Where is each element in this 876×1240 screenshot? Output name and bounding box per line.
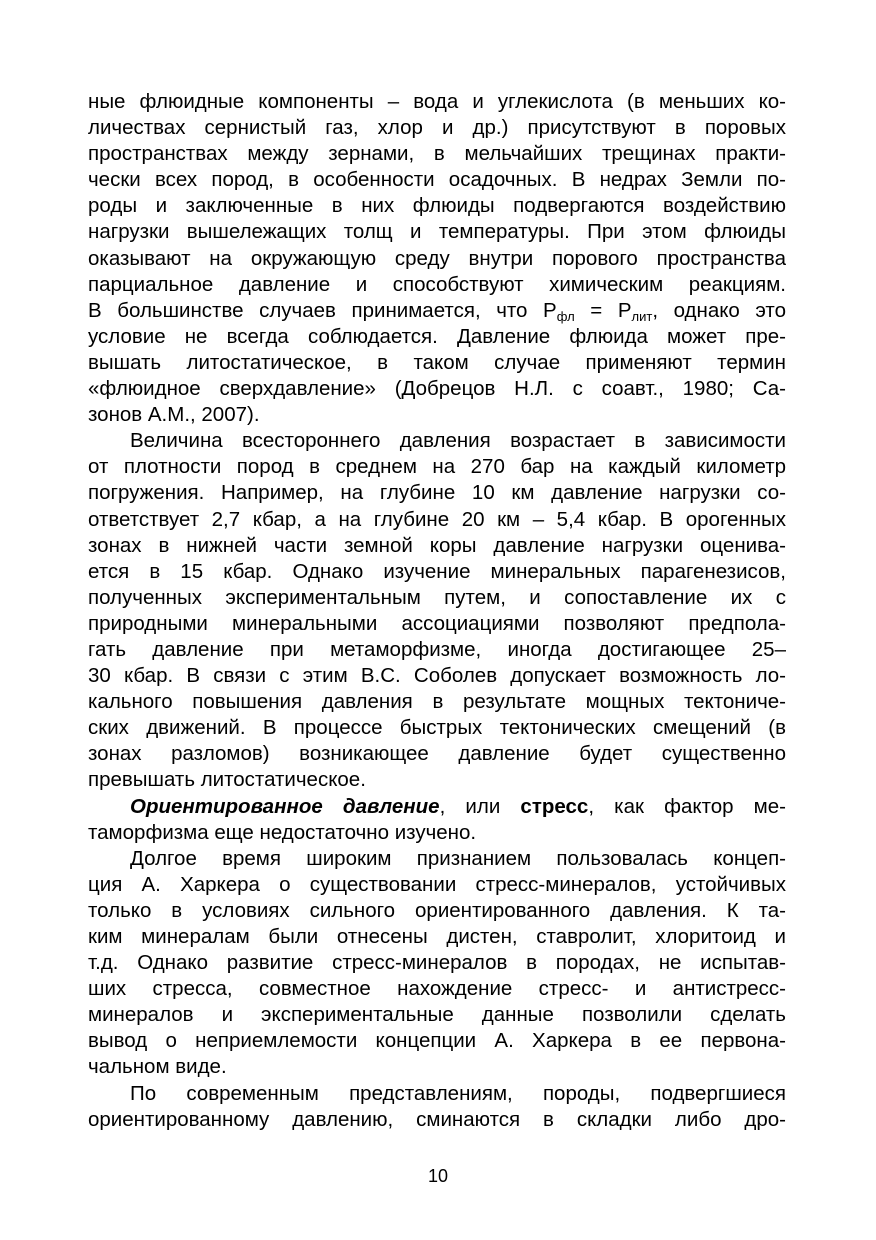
- text-line: ется в 15 кбар. Однако изучение минеральных парагенезисов,: [88, 559, 786, 583]
- text-line: нагрузки вышележащих толщ и температуры. При этом флюиды: [88, 220, 786, 244]
- text-line: роды и заключенные в них флюиды подвергаются воздействию: [88, 194, 786, 218]
- text-line: превышать литостатическое.: [88, 768, 366, 792]
- text-line: зонов А.М., 2007).: [88, 403, 260, 427]
- text-line: ских движений. В процессе быстрых тектонических смещений (в: [88, 716, 786, 740]
- subscript-lithostatic: лит: [631, 308, 653, 324]
- text-line: пространствах между зернами, в мельчайших трещинах практи-: [88, 142, 786, 166]
- term-oriented-pressure: Ориентированное давление: [130, 794, 440, 818]
- text-line: ные флюидные компоненты – вода и углекислота (в меньших ко-: [88, 90, 786, 113]
- text-line: кального повышения давления в результате мощных тектониче-: [88, 690, 786, 714]
- text-line: природными минеральными ассоциациями позволяют предпола-: [88, 611, 786, 635]
- text-line: вывод о неприемлемости концепции А. Харкера в ее первона-: [88, 1029, 786, 1053]
- paragraph-start-line: Величина всестороннего давления возрастает в зависимости: [130, 429, 786, 453]
- text-line: ориентированному давлению, сминаются в складки либо дро-: [88, 1107, 786, 1131]
- text-line: парциальное давление и способствуют химическим реакциям.: [88, 272, 786, 296]
- text-line: погружения. Например, на глубине 10 км давление нагрузки со-: [88, 481, 786, 505]
- text-line: таморфизма еще недостаточно изучено.: [88, 820, 477, 844]
- text-line-formula: [88, 298, 786, 324]
- term-stress: стресс: [520, 794, 589, 818]
- text-line: условие не всегда соблюдается. Давление флюида может пре-: [88, 324, 786, 348]
- text-line: «флюидное сверхдавление» (Добрецов Н.Л. с соавт., 1980; Са-: [88, 377, 786, 401]
- subscript-fluid: фл: [556, 308, 575, 324]
- text-segment: , или: [439, 794, 521, 818]
- text-line: ответствует 2,7 кбар, а на глубине 20 км – 5,4 кбар. В орогенных: [88, 507, 786, 531]
- text-line: ших стресса, совместное нахождение стресс- и антистресс-: [88, 977, 786, 1001]
- text-line: ция А. Харкера о существовании стресс-минералов, устойчивых: [88, 872, 786, 896]
- text-line: зонах разломов) возникающее давление будет существенно: [88, 742, 786, 766]
- paragraph-start-line: [88, 794, 786, 820]
- text-line: ким минералам были отнесены дистен, ставролит, хлоритоид и: [88, 925, 786, 948]
- text-line: гать давление при метаморфизме, иногда достигающее 25–: [88, 637, 786, 661]
- text-line: только в условиях сильного ориентированного давления. К та-: [88, 898, 786, 922]
- text-line: оказывают на окружающую среду внутри порового пространства: [88, 246, 786, 270]
- text-line: от плотности пород в среднем на 270 бар на каждый километр: [88, 455, 786, 479]
- text-line: 30 кбар. В связи с этим В.С. Соболев допускает возможность ло-: [88, 664, 786, 688]
- text-line: вышать литостатическое, в таком случае применяют термин: [88, 350, 786, 374]
- text-segment: , как фактор ме-: [588, 794, 786, 818]
- text-line: чески всех пород, в особенности осадочных. В недрах Земли по-: [88, 168, 786, 192]
- text-line: зонах в нижней части земной коры давление нагрузки оценива-: [88, 533, 786, 557]
- formula-text-after: , однако это: [652, 298, 786, 322]
- text-line: полученных экспериментальным путем, и сопоставление их с: [88, 585, 786, 609]
- text-line: минералов и экспериментальные данные позволили сделать: [88, 1003, 786, 1027]
- formula-equals: = P: [574, 298, 632, 322]
- text-line: чальном виде.: [88, 1055, 227, 1079]
- text-line: т.д. Однако развитие стресс-минералов в породах, не испытав-: [88, 951, 786, 975]
- text-line: личествах сернистый газ, хлор и др.) присутствуют в поровых: [88, 116, 786, 140]
- paragraph-start-line: Долгое время широким признанием пользовалась концеп-: [130, 846, 786, 870]
- page-number: 10: [427, 1166, 449, 1186]
- page-body: [88, 89, 786, 1133]
- paragraph-start-line: По современным представлениям, породы, подвергшиеся: [130, 1081, 786, 1105]
- formula-text-before: В большинстве случаев принимается, что P: [88, 298, 557, 322]
